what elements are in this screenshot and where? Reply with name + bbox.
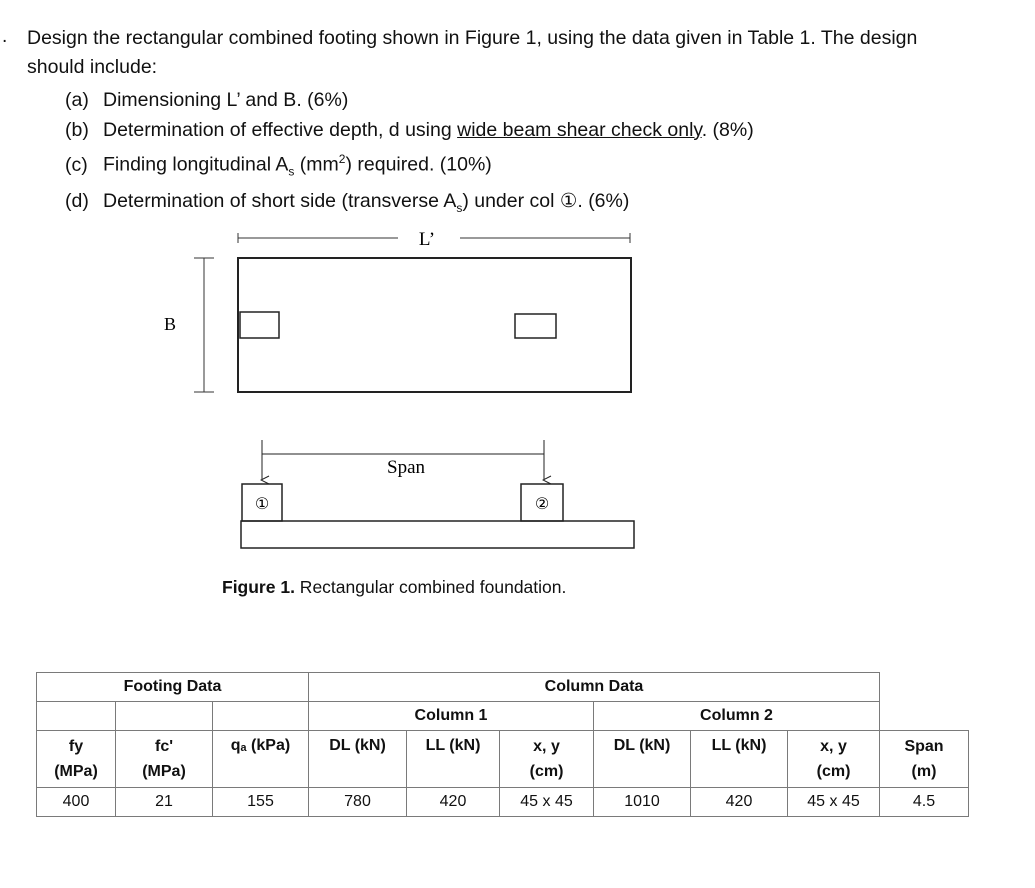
part-c-label: (c) — [65, 153, 88, 176]
value-c2-ll: 420 — [691, 788, 788, 817]
part-c-text-mid: (mm — [294, 153, 339, 176]
question-number: . — [2, 26, 8, 47]
elevation-view — [241, 440, 634, 548]
value-fc: 21 — [116, 788, 213, 817]
part-b-underlined: wide beam shear check only — [457, 118, 702, 141]
value-fy: 400 — [37, 788, 116, 817]
design-data-table — [36, 672, 969, 817]
part-b-text-pre: Determination of effective depth, d using — [103, 118, 458, 141]
part-c-sup: 2 — [338, 152, 346, 166]
header-c2-ll: LL (kN) — [691, 731, 788, 788]
span-label: Span — [387, 457, 425, 478]
part-a-text: Dimensioning L’ and B. (6%) — [103, 89, 349, 111]
part-d-text-post: ) under col ①. (6%) — [462, 189, 630, 212]
intro-line-2: should include: — [27, 56, 158, 78]
caption-bold: Figure 1. — [222, 577, 295, 597]
part-a-label: (a) — [65, 89, 89, 111]
part-c-text-post: ) required. (10%) — [345, 153, 492, 176]
column-1-label: ① — [254, 496, 270, 513]
header-c1-ll: LL (kN) — [407, 731, 500, 788]
table-header-row-2 — [37, 702, 969, 731]
column-data-header: Column Data — [309, 673, 880, 702]
part-c-text-pre: Finding longitudinal A — [103, 153, 289, 176]
l-prime-label: L’ — [418, 229, 436, 250]
table-empty-cell — [37, 702, 116, 731]
part-d-label: (d) — [65, 189, 89, 212]
value-c2-dl: 1010 — [594, 788, 691, 817]
part-d-sub: s — [456, 200, 463, 215]
column-2-header: Column 2 — [594, 702, 880, 731]
caption-text: Rectangular combined foundation. — [294, 577, 567, 597]
header-fy: fy (MPa) — [37, 731, 116, 788]
column-1-plan — [240, 312, 279, 338]
footing-data-header: Footing Data — [37, 673, 309, 702]
figure-caption — [222, 577, 566, 598]
header-fc: fc' (MPa) — [116, 731, 213, 788]
table-header-row-3 — [37, 731, 969, 788]
header-c2-dl: DL (kN) — [594, 731, 691, 788]
intro-line-1: Design the rectangular combined footing shown in Figure 1, using the data given in Table 1. The design — [27, 27, 918, 49]
value-c1-xy: 45 x 45 — [500, 788, 594, 817]
header-c1-xy: x, y (cm) — [500, 731, 594, 788]
part-b-label: (b) — [65, 118, 89, 141]
value-c1-ll: 420 — [407, 788, 500, 817]
part-b-text-post: . (8%) — [701, 118, 754, 141]
value-c1-dl: 780 — [309, 788, 407, 817]
table-empty-cell — [116, 702, 213, 731]
table-row — [37, 788, 969, 817]
table-empty-cell — [880, 673, 969, 702]
header-qa: qₐ (kPa) — [213, 731, 309, 788]
part-d-text-pre: Determination of short side (transverse A — [103, 189, 457, 212]
header-c2-xy: x, y (cm) — [788, 731, 880, 788]
footing-elevation — [241, 521, 634, 548]
part-c-sub: s — [288, 164, 295, 179]
value-qa: 155 — [213, 788, 309, 817]
header-span: Span (m) — [880, 731, 969, 788]
table-header-row-1 — [37, 673, 969, 702]
footing-plan-outline — [238, 258, 631, 392]
table-empty-cell — [880, 702, 969, 731]
header-c1-dl: DL (kN) — [309, 731, 407, 788]
plan-view — [164, 229, 631, 392]
column-2-plan — [515, 314, 556, 338]
column-2-label: ② — [534, 496, 550, 513]
b-label: B — [163, 314, 177, 334]
table-empty-cell — [213, 702, 309, 731]
value-c2-xy: 45 x 45 — [788, 788, 880, 817]
column-1-header: Column 1 — [309, 702, 594, 731]
value-span: 4.5 — [880, 788, 969, 817]
